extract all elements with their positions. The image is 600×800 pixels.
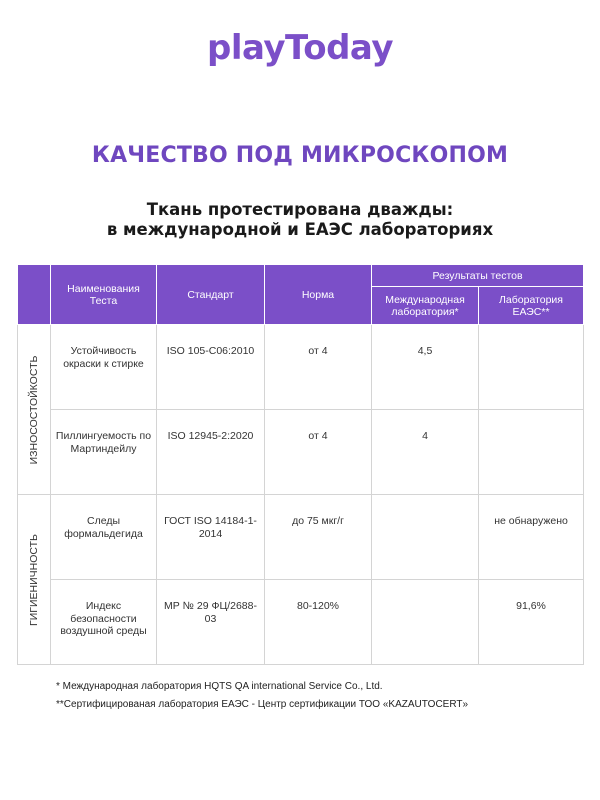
table-row <box>18 580 584 665</box>
cell-norm: 80-120% <box>265 580 372 665</box>
header-test-name: Наименования Теста <box>51 265 157 325</box>
brand-logo: playToday <box>207 28 393 68</box>
cell-standard: МР № 29 ФЦ/2688-03 <box>157 580 265 665</box>
table-row <box>18 325 584 410</box>
cell-norm: от 4 <box>265 410 372 495</box>
footnotes <box>56 678 576 714</box>
cell-test-name: Устойчивость окраски к стирке <box>51 325 157 410</box>
cell-intl-result: 4 <box>372 410 479 495</box>
page-headline: КАЧЕСТВО ПОД МИКРОСКОПОМ <box>91 143 509 168</box>
header-eaes-lab: Лаборатория ЕАЭС** <box>479 287 584 325</box>
table-row <box>18 495 584 580</box>
cell-intl-result <box>372 495 479 580</box>
footnote-eaes-lab: **Сертифицированая лаборатория ЕАЭС - Центр сертификации ТОО «KAZAUTOCERT» <box>56 699 469 710</box>
test-results-table <box>17 264 584 665</box>
cell-eaes-result <box>479 325 584 410</box>
header-standard: Стандарт <box>157 265 265 325</box>
cell-standard: ISO 12945-2:2020 <box>157 410 265 495</box>
cell-intl-result <box>372 580 479 665</box>
cell-eaes-result: не обнаружено <box>479 495 584 580</box>
subheading-line-1: Ткань протестирована дважды: <box>146 200 454 219</box>
group-label-hygiene: ГИГИЕНИЧНОСТЬ <box>27 533 40 626</box>
cell-standard: ГОСТ ISO 14184-1-2014 <box>157 495 265 580</box>
cell-test-name: Индекс безопасности воздушной среды <box>51 580 157 665</box>
cell-standard: ISO 105-C06:2010 <box>157 325 265 410</box>
cell-norm: от 4 <box>265 325 372 410</box>
cell-eaes-result <box>479 410 584 495</box>
cell-test-name: Пиллингуемость по Мартиндейлу <box>51 410 157 495</box>
group-label-wear: ИЗНОСОСТОЙКОСТЬ <box>27 355 40 464</box>
group-label-cell <box>18 495 51 665</box>
header-test-results: Результаты тестов <box>372 265 584 287</box>
footnote-intl-lab: * Международная лаборатория HQTS QA international Service Co., Ltd. <box>56 681 383 692</box>
header-intl-lab: Международная лаборатория* <box>372 287 479 325</box>
cell-norm: до 75 мкг/г <box>265 495 372 580</box>
page-subheading <box>0 200 600 240</box>
group-label-cell <box>18 325 51 495</box>
subheading-line-2: в международной и ЕАЭС лабораториях <box>106 220 494 239</box>
cell-test-name: Следы формальдегида <box>51 495 157 580</box>
cell-intl-result: 4,5 <box>372 325 479 410</box>
header-group-blank <box>18 265 51 325</box>
table-row <box>18 410 584 495</box>
cell-eaes-result: 91,6% <box>479 580 584 665</box>
header-norm: Норма <box>265 265 372 325</box>
